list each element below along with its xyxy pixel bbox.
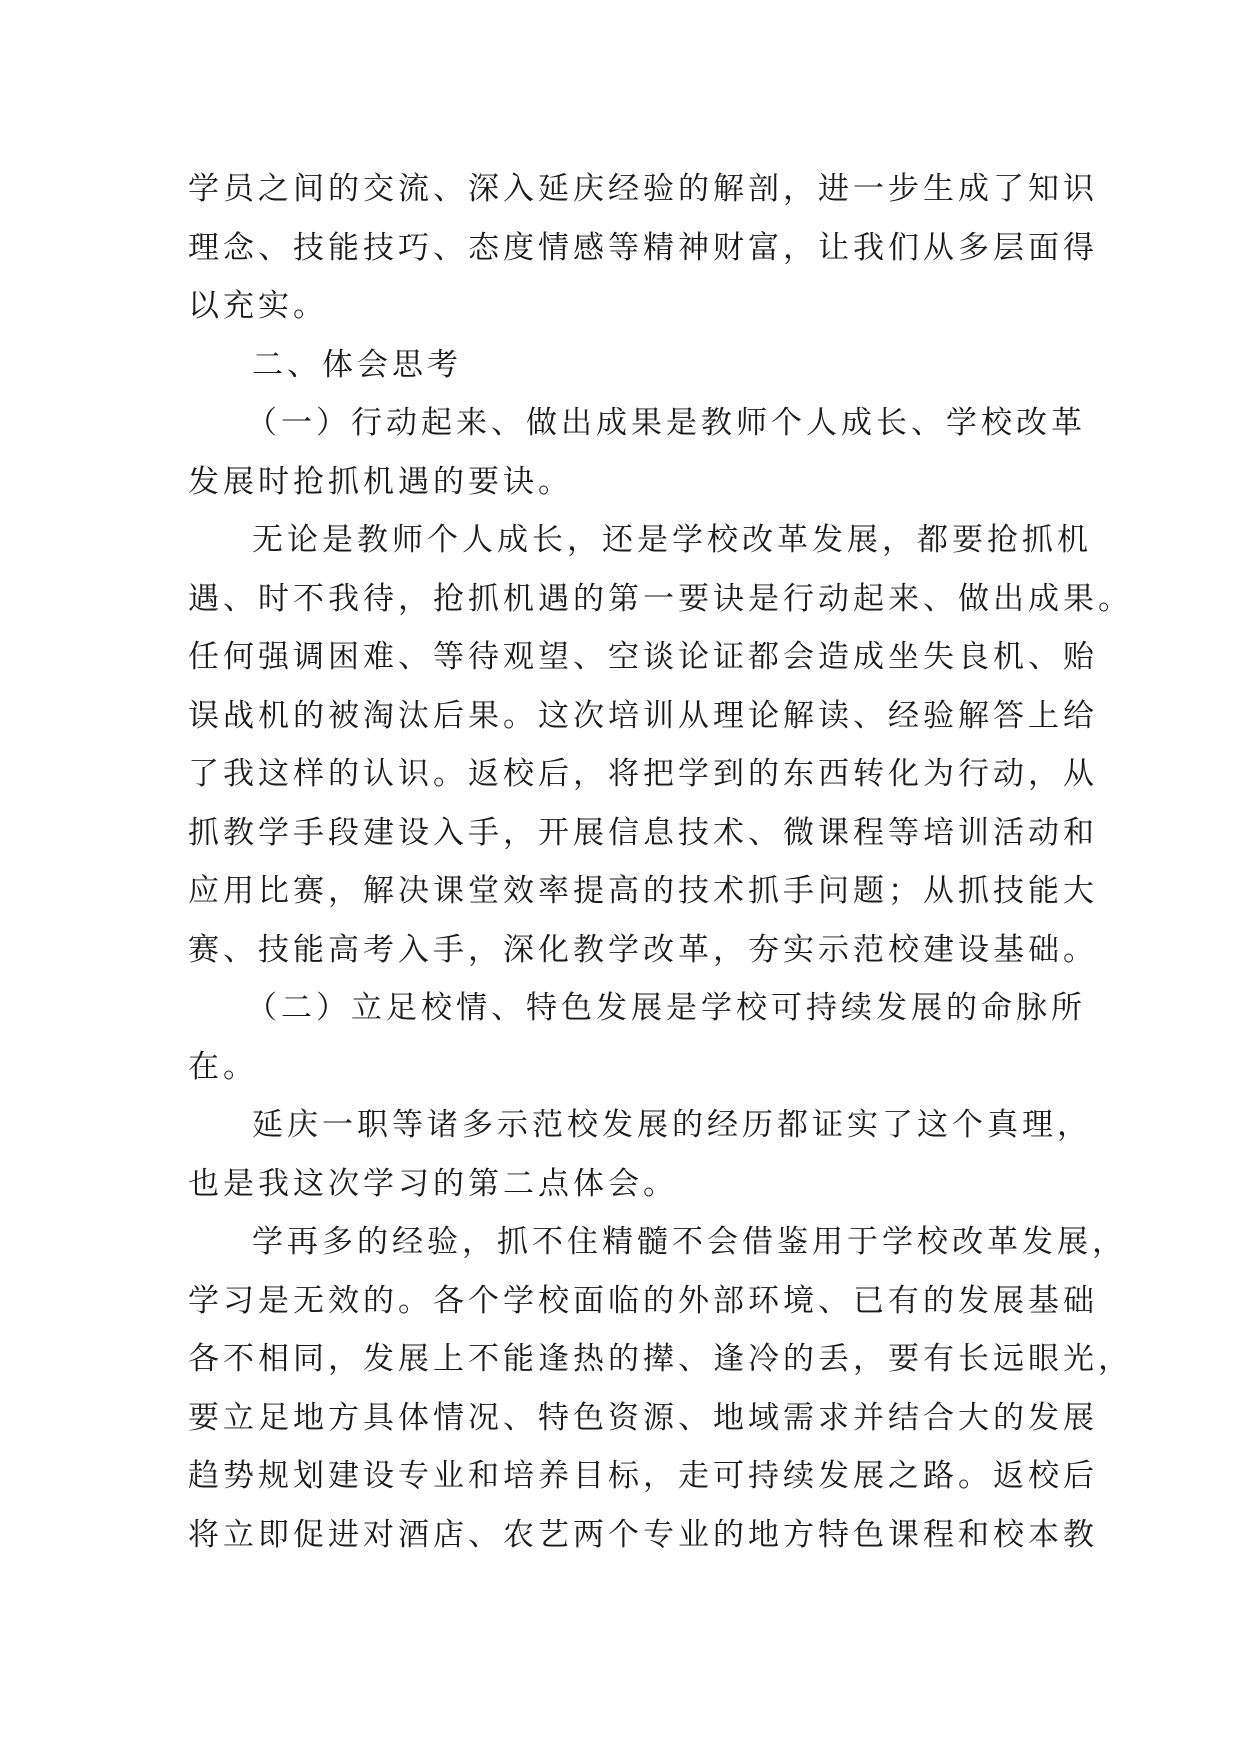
text-line: 遇、时不我待，抢抓机遇的第一要诀是行动起来、做出成果。 (188, 580, 1133, 617)
text-line: 各不相同，发展上不能逢热的撵、逢冷的丢，要有长远眼光， (188, 1341, 1133, 1377)
subsection-heading: （二）立足校情、特色发展是学校可持续发展的命脉所 (246, 990, 1086, 1026)
text-line: 了我这样的认识。返校后，将把学到的东西转化为行动，从 (188, 756, 1098, 792)
text-line: 应用比赛，解决课堂效率提高的技术抓手问题；从抓技能大 (188, 873, 1098, 909)
text-line: 无论是教师个人成长，还是学校改革发展，都要抢抓机 (252, 522, 1092, 558)
text-line: 也是我这次学习的第二点体会。 (188, 1165, 678, 1202)
text-line: 学员之间的交流、深入延庆经验的解剖，进一步生成了知识 (188, 171, 1098, 207)
section-heading: 二、体会思考 (252, 346, 462, 383)
document-body (188, 160, 1133, 1564)
text-line: 任何强调困难、等待观望、空谈论证都会造成坐失良机、贻 (188, 639, 1098, 675)
text-line: 以充实。 (188, 288, 328, 324)
text-line: 误战机的被淘汰后果。这次培训从理论解读、经验解答上给 (188, 697, 1098, 734)
text-line: 理念、技能技巧、态度情感等精神财富，让我们从多层面得 (188, 229, 1098, 266)
text-line: 学习是无效的。各个学校面临的外部环境、已有的发展基础 (188, 1282, 1098, 1319)
subsection-heading-continued: 在。 (188, 1048, 258, 1085)
text-line: 趋势规划建设专业和培养目标，走可持续发展之路。返校后 (188, 1458, 1098, 1494)
text-line: 抓教学手段建设入手，开展信息技术、微课程等培训活动和 (188, 814, 1098, 851)
subsection-heading: （一）行动起来、做出成果是教师个人成长、学校改革 (246, 405, 1086, 441)
text-line: 延庆一职等诸多示范校发展的经历都证实了这个真理， (252, 1107, 1092, 1143)
text-line: 将立即促进对酒店、农艺两个专业的地方特色课程和校本教 (188, 1516, 1098, 1553)
text-line: 要立足地方具体情况、特色资源、地域需求并结合大的发展 (188, 1399, 1098, 1436)
subsection-heading-continued: 发展时抢抓机遇的要诀。 (188, 463, 573, 500)
text-line: 学再多的经验，抓不住精髓不会借鉴用于学校改革发展， (252, 1224, 1127, 1260)
text-line: 赛、技能高考入手，深化教学改革，夯实示范校建设基础。 (188, 931, 1098, 968)
